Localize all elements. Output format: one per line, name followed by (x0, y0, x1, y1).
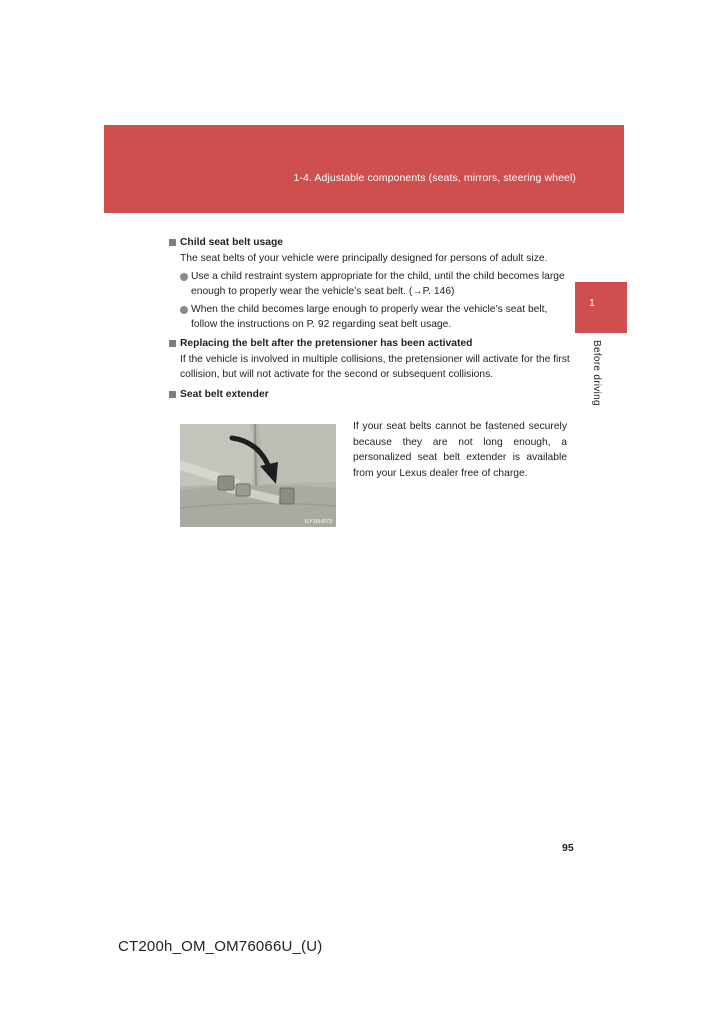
square-marker-icon (169, 391, 176, 398)
list-item-text: When the child becomes large enough to properly wear the vehicle’s seat belt, follow the instructions on P. 92 regarding seat belt usage. (191, 304, 548, 330)
list-item (180, 302, 573, 332)
square-marker-icon (169, 340, 176, 347)
section-heading (169, 335, 573, 352)
heading-text: Replacing the belt after the pretensioner has been activated (180, 338, 473, 349)
section-title: 1-4. Adjustable components (seats, mirrors, steering wheel) (293, 172, 576, 184)
section-heading (169, 386, 573, 403)
extender-description: If your seat belts cannot be fastened securely because they are not long enough, a personalized seat belt extender is available from your Lexus dealer free of charge. (353, 421, 567, 479)
seat-belt-illustration (180, 424, 336, 527)
list-item (180, 269, 573, 299)
page-number: 95 (562, 842, 574, 854)
figure-id: ILY16H073 (304, 519, 332, 525)
section-heading (169, 234, 573, 251)
heading-text: Child seat belt usage (180, 237, 283, 248)
main-content (169, 234, 573, 403)
document-id: CT200h_OM_OM76066U_(U) (118, 938, 323, 955)
list-item-text: Use a child restraint system appropriate for the child, until the child becomes large enough to properly wear the vehicle’s seat belt. (→P. 146) (191, 271, 565, 297)
seat-belt-extender-photo (180, 424, 336, 527)
square-marker-icon (169, 239, 176, 246)
heading-text: Seat belt extender (180, 389, 269, 400)
bullet-icon (180, 306, 188, 314)
paragraph: The seat belts of your vehicle were principally designed for persons of adult size. (180, 253, 548, 264)
chapter-label: Before driving (591, 340, 602, 406)
paragraph: If the vehicle is involved in multiple collisions, the pretensioner will activate for the first collision, but will not activate for the second or subsequent collisions. (180, 354, 570, 380)
chapter-tab (575, 282, 627, 333)
chapter-number: 1 (589, 297, 595, 309)
bullet-icon (180, 273, 188, 281)
header-band (104, 125, 624, 213)
